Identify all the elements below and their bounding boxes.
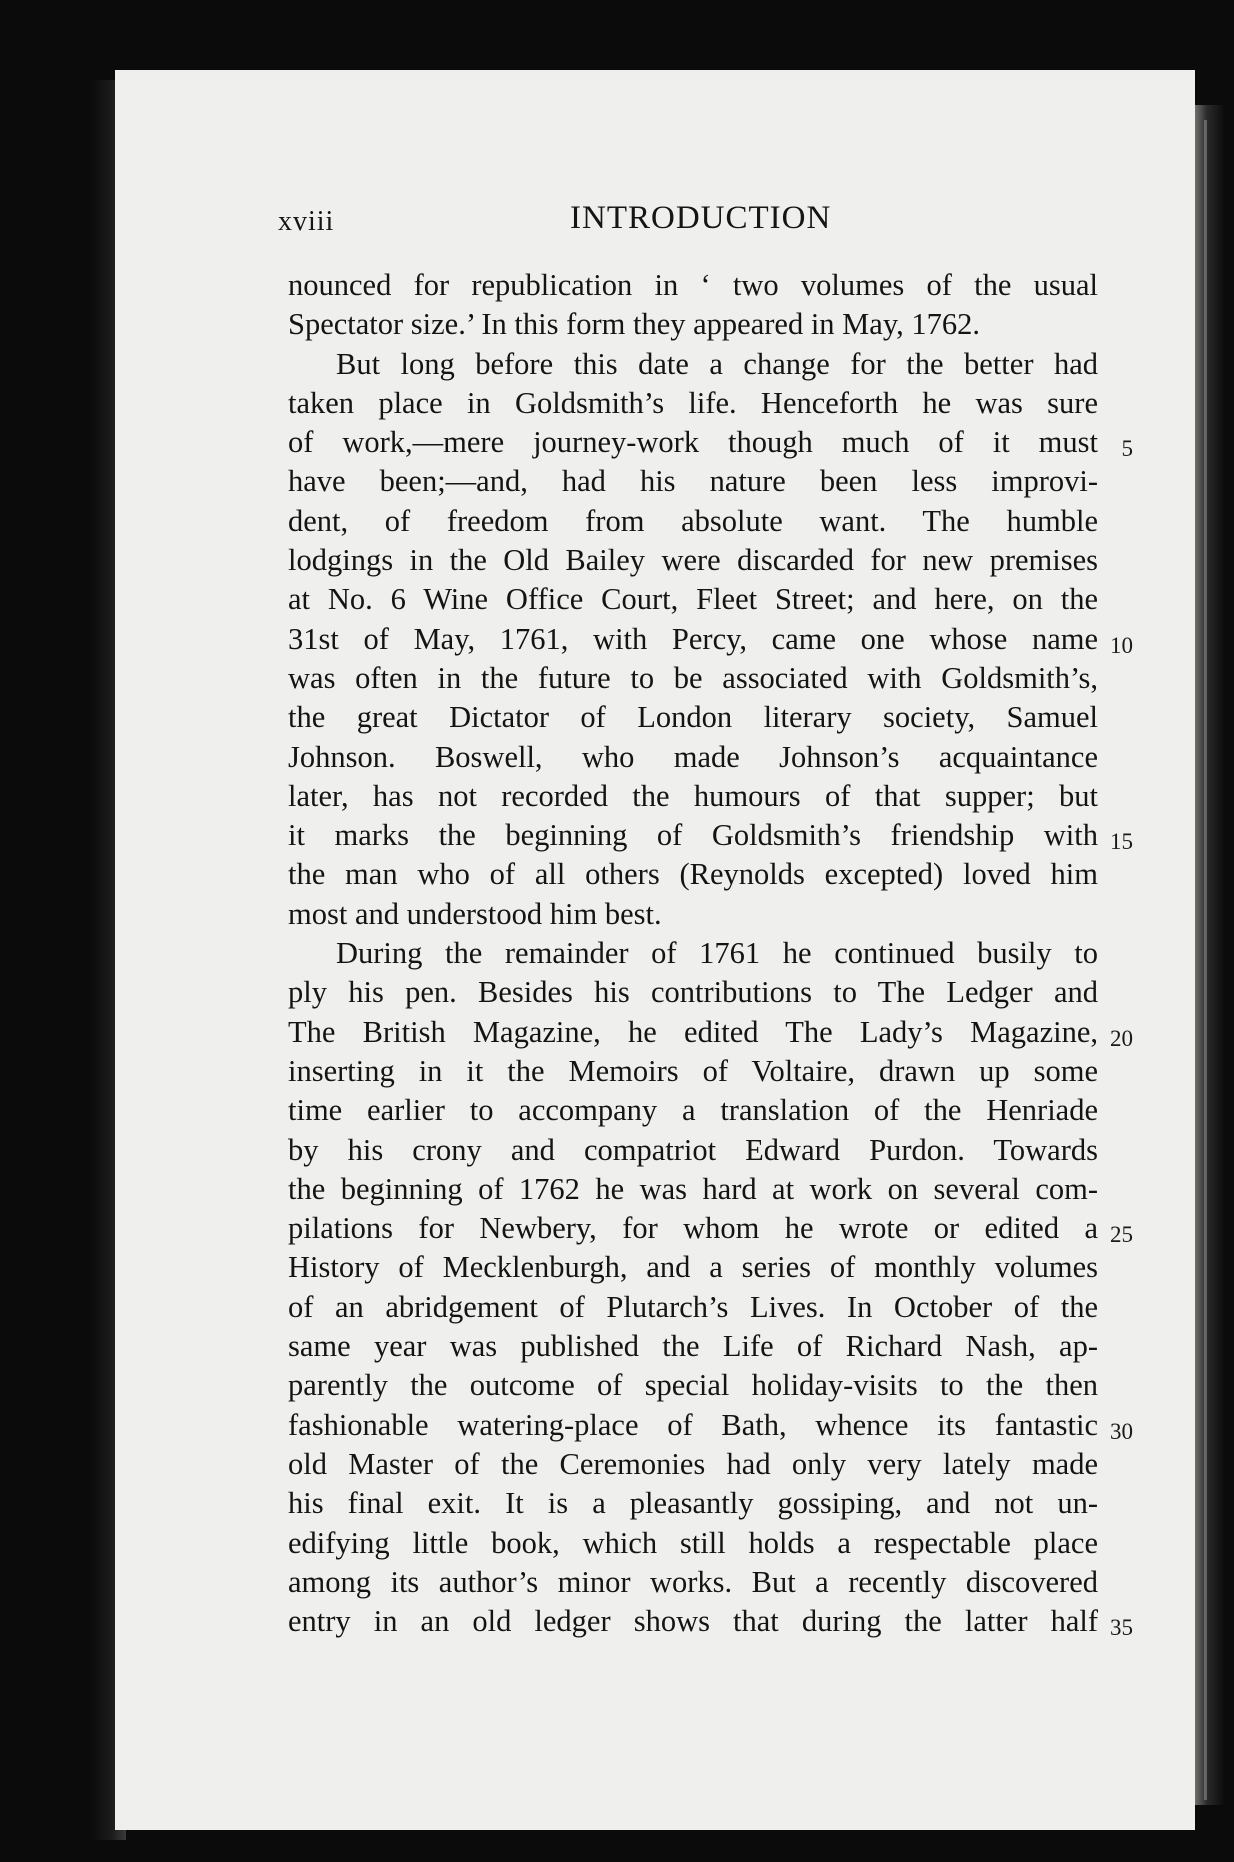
line-text: pilations for Newbery, for whom he wrote or edited a (288, 1211, 1098, 1246)
body-text (288, 266, 1133, 1641)
text-line (288, 305, 1098, 344)
text-line (288, 1524, 1098, 1563)
page-fold (1204, 120, 1207, 1800)
text-line (288, 502, 1098, 541)
line-text: by his crony and compatriot Edward Purdon. Towards (288, 1132, 1098, 1167)
line-text: ply his pen. Besides his contributions to The Ledger and (288, 975, 1098, 1010)
line-number: 35 (1110, 1615, 1133, 1641)
line-text: at No. 6 Wine Office Court, Fleet Street; and here, on the (288, 582, 1098, 617)
line-text: But long before this date a change for the better had (336, 346, 1098, 381)
line-text: among its author’s minor works. But a recently discovered (288, 1564, 1098, 1599)
line-text: During the remainder of 1761 he continued busily to (336, 936, 1098, 971)
line-text: later, has not recorded the humours of that supper; but (288, 778, 1098, 813)
line-number: 25 (1110, 1222, 1133, 1248)
text-line (288, 1209, 1133, 1248)
text-line (288, 1445, 1098, 1484)
text-line (288, 1484, 1098, 1523)
line-text: of work,—mere journey-work though much of it must (288, 425, 1098, 460)
line-text: time earlier to accompany a translation of the Henriade (288, 1093, 1098, 1128)
line-text: the man who of all others (Reynolds excepted) loved him (288, 857, 1098, 892)
text-line (288, 384, 1098, 423)
running-head (278, 200, 1113, 240)
text-line (288, 266, 1098, 305)
line-text: Johnson. Boswell, who made Johnson’s acquaintance (288, 739, 1098, 774)
line-text: taken place in Goldsmith’s life. Henceforth he was sure (288, 385, 1098, 420)
line-text: old Master of the Ceremonies had only very lately made (288, 1446, 1098, 1481)
text-line (288, 816, 1133, 855)
line-text: inserting in it the Memoirs of Voltaire, drawn up some (288, 1053, 1098, 1088)
text-line (288, 1052, 1098, 1091)
line-text: parently the outcome of special holiday-visits to the then (288, 1368, 1098, 1403)
page-edge (1195, 105, 1225, 1805)
text-line (288, 423, 1133, 462)
text-line (288, 1248, 1098, 1287)
line-text: fashionable watering-place of Bath, whence its fantastic (288, 1407, 1098, 1442)
text-line (288, 895, 1098, 934)
line-number: 15 (1110, 829, 1133, 855)
line-text: entry in an old ledger shows that during the latter half (288, 1604, 1098, 1639)
text-line (288, 1091, 1098, 1130)
line-text: dent, of freedom from absolute want. The humble (288, 503, 1098, 538)
line-text: of an abridgement of Plutarch’s Lives. In October of the (288, 1289, 1098, 1324)
text-line (288, 580, 1098, 619)
text-line (288, 855, 1098, 894)
line-text: History of Mecklenburgh, and a series of monthly volumes (288, 1250, 1098, 1285)
running-head-title: INTRODUCTION (570, 200, 832, 236)
text-line (288, 934, 1098, 973)
line-text: 31st of May, 1761, with Percy, came one whose name (288, 621, 1098, 656)
line-text: same year was published the Life of Richard Nash, ap- (288, 1329, 1098, 1364)
line-number: 5 (1121, 436, 1133, 462)
page-number: xviii (278, 206, 335, 237)
line-text: Spectator size.’ In this form they appeared in May, 1762. (288, 307, 980, 342)
text-line (288, 1170, 1098, 1209)
text-line (288, 738, 1098, 777)
text-line (288, 345, 1098, 384)
line-text: his final exit. It is a pleasantly gossiping, and not un- (288, 1486, 1098, 1521)
text-line (288, 1288, 1098, 1327)
text-line (288, 1406, 1133, 1445)
line-text: lodgings in the Old Bailey were discarded for new premises (288, 543, 1098, 578)
line-number: 10 (1110, 632, 1133, 658)
text-line (288, 462, 1098, 501)
line-text: most and understood him best. (288, 896, 662, 931)
line-text: edifying little book, which still holds a respectable place (288, 1525, 1098, 1560)
text-line (288, 620, 1133, 659)
line-number: 20 (1110, 1025, 1133, 1051)
text-line (288, 1131, 1098, 1170)
text-line (288, 659, 1098, 698)
line-number: 30 (1110, 1418, 1133, 1444)
line-text: nounced for republication in ‘ two volumes of the usual (288, 268, 1098, 302)
text-line (288, 1563, 1098, 1602)
line-text: The British Magazine, he edited The Lady’s Magazine, (288, 1014, 1098, 1049)
text-line (288, 698, 1098, 737)
text-line (288, 541, 1098, 580)
text-line (288, 777, 1098, 816)
text-line (288, 1327, 1098, 1366)
line-text: the beginning of 1762 he was hard at work on several com- (288, 1171, 1098, 1206)
text-line (288, 1602, 1133, 1641)
line-text: have been;—and, had his nature been less improvi- (288, 464, 1098, 499)
text-line (288, 1013, 1133, 1052)
line-text: it marks the beginning of Goldsmith’s friendship with (288, 818, 1098, 853)
text-line (288, 1366, 1098, 1405)
line-text: the great Dictator of London literary society, Samuel (288, 700, 1098, 735)
line-text: was often in the future to be associated with Goldsmith’s, (288, 660, 1098, 695)
text-line (288, 973, 1098, 1012)
